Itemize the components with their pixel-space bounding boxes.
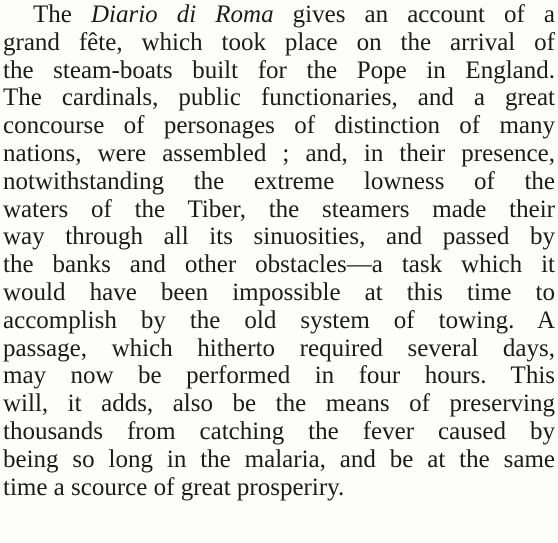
paragraph-line-11: would have been impossible at this time to bbox=[3, 278, 555, 306]
paragraph-line-16: thousands from catching the fever caused by bbox=[3, 417, 555, 445]
paragraph-line-7: notwithstanding the extreme lowness of the bbox=[3, 167, 555, 195]
paragraph-line-15: will, it adds, also be the means of preserving bbox=[3, 390, 555, 418]
paragraph-line-3: the steam-boats built for the Pope in England. bbox=[3, 56, 555, 84]
paragraph-line-2: grand fête, which took place on the arrival of bbox=[3, 28, 555, 56]
paragraph-line-18: time a scource of great prosperiry. bbox=[3, 473, 345, 501]
publication-title: Diario di Roma bbox=[90, 1, 274, 28]
line-1-lead-word: The bbox=[33, 1, 72, 28]
paragraph-line-5: concourse of personages of distinction of many bbox=[3, 112, 555, 140]
article-paragraph bbox=[3, 1, 555, 501]
paragraph-line-14: may now be performed in four hours. This bbox=[3, 362, 555, 390]
line-1-rest: gives an account of a bbox=[292, 1, 556, 28]
paragraph-line-6: nations, were assembled ; and, in their presence, bbox=[3, 139, 555, 167]
paragraph-line-13: passage, which hitherto required several days, bbox=[3, 334, 555, 362]
paragraph-line-12: accomplish by the old system of towing. A bbox=[3, 306, 555, 334]
paragraph-line-1 bbox=[3, 1, 555, 29]
paragraph-line-9: way through all its sinuosities, and passed by bbox=[3, 223, 555, 251]
paragraph-line-4: The cardinals, public functionaries, and a great bbox=[3, 84, 555, 112]
paragraph-line-8: waters of the Tiber, the steamers made their bbox=[3, 195, 555, 223]
paragraph-line-10: the banks and other obstacles—a task which it bbox=[3, 251, 555, 279]
paragraph-line-17: being so long in the malaria, and be at the same bbox=[3, 445, 555, 473]
